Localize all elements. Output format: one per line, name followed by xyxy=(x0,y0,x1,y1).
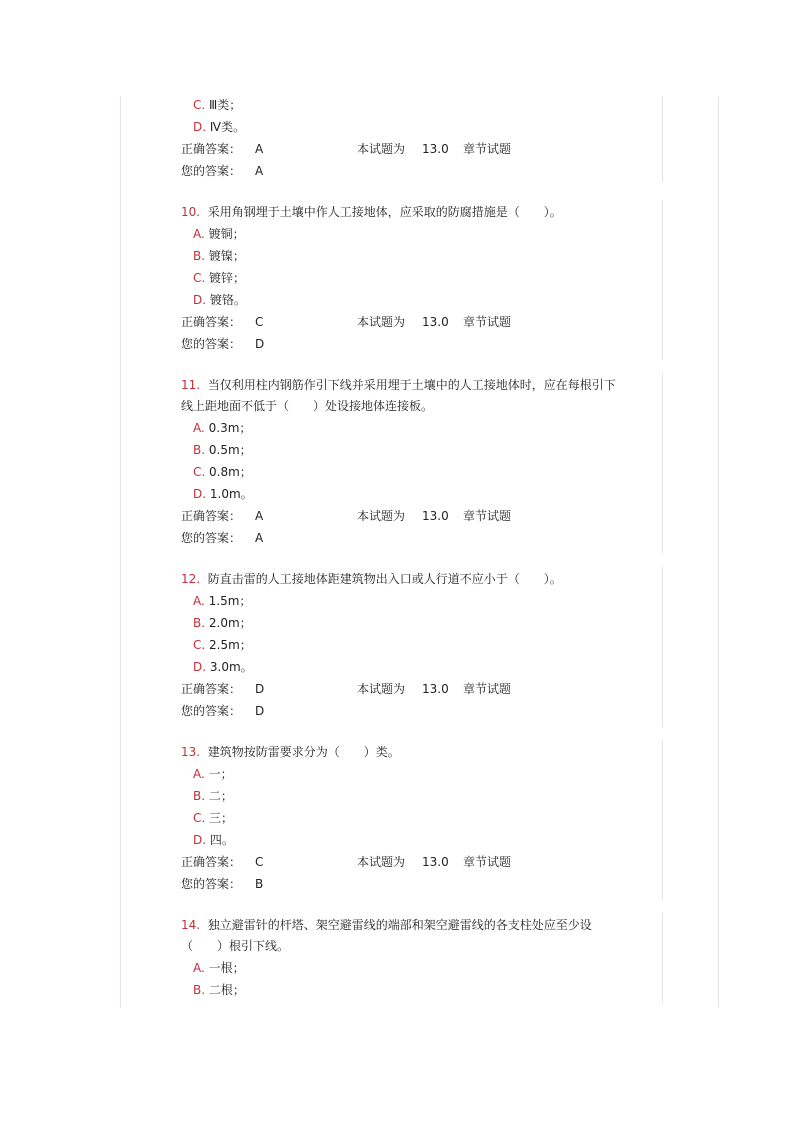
option-a xyxy=(181,763,661,785)
question-line: 采用角钢埋于土壤中作人工接地体，应采取的防腐措施是（ ）。 xyxy=(207,205,562,219)
question-rule xyxy=(662,740,663,900)
your-answer-value: B xyxy=(255,877,264,891)
correct-answer-label: 正确答案： xyxy=(181,315,242,329)
correct-answer-label: 正确答案： xyxy=(181,509,242,523)
question-number: 13. xyxy=(181,745,201,759)
option-text: Ⅳ类。 xyxy=(209,120,245,134)
your-answer-value: D xyxy=(255,704,265,718)
option-text: 0.3m； xyxy=(208,421,252,435)
option-d xyxy=(181,829,661,851)
option-letter: C. xyxy=(193,465,206,479)
correct-answer-row xyxy=(181,138,661,160)
question-line: 防直击雷的人工接地体距建筑物出入口或人行道不应小于（ ）。 xyxy=(207,572,562,586)
option-text: 0.5m； xyxy=(208,443,252,457)
question-text-continued xyxy=(181,396,661,417)
correct-answer-value: A xyxy=(255,509,264,523)
question-rule xyxy=(662,373,663,553)
page-border-right xyxy=(718,96,719,1008)
option-letter: D. xyxy=(193,120,207,134)
option-b xyxy=(181,439,661,461)
question-rule xyxy=(662,200,663,360)
option-letter: A. xyxy=(193,421,205,435)
question-text xyxy=(181,569,661,590)
score-suffix: 章节试题 xyxy=(463,315,512,329)
option-text: 0.8m； xyxy=(209,465,252,479)
option-text: 1.5m； xyxy=(208,594,252,608)
correct-answer-value: C xyxy=(255,315,264,329)
score-value: 13.0 xyxy=(422,509,449,523)
question-number: 11. xyxy=(181,378,201,392)
score-value: 13.0 xyxy=(422,142,449,156)
your-answer-row xyxy=(181,873,661,895)
correct-answer-value: A xyxy=(255,142,264,156)
option-letter: A. xyxy=(193,594,205,608)
question-13 xyxy=(181,742,661,895)
option-letter: D. xyxy=(193,487,207,501)
correct-answer-label: 正确答案： xyxy=(181,855,242,869)
score-value: 13.0 xyxy=(422,315,449,329)
score-prefix: 本试题为 xyxy=(357,682,406,696)
option-text: 3.0m。 xyxy=(209,660,253,674)
option-letter: A. xyxy=(193,227,205,241)
option-b xyxy=(181,785,661,807)
option-letter: C. xyxy=(193,638,206,652)
option-b xyxy=(181,979,661,1001)
option-letter: A. xyxy=(193,961,205,975)
option-d xyxy=(181,483,661,505)
option-text: 2.5m； xyxy=(209,638,252,652)
correct-answer-label: 正确答案： xyxy=(181,682,242,696)
option-text: 镀镍； xyxy=(208,249,245,263)
your-answer-label: 您的答案： xyxy=(181,704,242,718)
your-answer-label: 您的答案： xyxy=(181,531,242,545)
question-number: 12. xyxy=(181,572,201,586)
question-rule xyxy=(662,913,663,1003)
option-c xyxy=(181,634,661,656)
option-letter: C. xyxy=(193,271,206,285)
option-letter: D. xyxy=(193,293,207,307)
question-11 xyxy=(181,375,661,549)
option-text: 三； xyxy=(209,811,234,825)
option-b xyxy=(181,612,661,634)
correct-answer-label: 正确答案： xyxy=(181,142,242,156)
score-value: 13.0 xyxy=(422,855,449,869)
question-line: （ ）根引下线。 xyxy=(181,939,290,953)
score-prefix: 本试题为 xyxy=(357,855,406,869)
your-answer-value: D xyxy=(255,337,265,351)
question-line: 当仅利用柱内钢筋作引下线并采用埋于土壤中的人工接地体时，应在每根引下 xyxy=(207,378,616,392)
option-letter: B. xyxy=(193,443,206,457)
question-12 xyxy=(181,569,661,722)
correct-answer-value: C xyxy=(255,855,264,869)
your-answer-value: A xyxy=(255,164,264,178)
your-answer-label: 您的答案： xyxy=(181,877,242,891)
page-border-left xyxy=(120,96,121,1008)
question-14 xyxy=(181,915,661,1001)
option-d xyxy=(181,116,661,138)
question-number: 10. xyxy=(181,205,201,219)
correct-answer-row xyxy=(181,678,661,700)
your-answer-row xyxy=(181,527,661,549)
correct-answer-value: D xyxy=(255,682,265,696)
question-10 xyxy=(181,202,661,355)
question-text-continued xyxy=(181,936,661,957)
option-a xyxy=(181,417,661,439)
option-text: 1.0m。 xyxy=(209,487,253,501)
option-letter: B. xyxy=(193,983,206,997)
question-line: 建筑物按防雷要求分为（ ）类。 xyxy=(207,745,400,759)
score-suffix: 章节试题 xyxy=(463,855,512,869)
question-text xyxy=(181,742,661,763)
question-rule xyxy=(662,96,663,182)
option-a xyxy=(181,223,661,245)
your-answer-row xyxy=(181,160,661,182)
score-suffix: 章节试题 xyxy=(463,142,512,156)
option-a xyxy=(181,590,661,612)
option-text: 镀锌； xyxy=(209,271,246,285)
correct-answer-row xyxy=(181,505,661,527)
option-letter: D. xyxy=(193,833,207,847)
question-9-partial xyxy=(181,94,661,182)
score-prefix: 本试题为 xyxy=(357,509,406,523)
option-letter: B. xyxy=(193,249,206,263)
option-letter: C. xyxy=(193,811,206,825)
option-text: 镀铬。 xyxy=(209,293,246,307)
option-c xyxy=(181,94,661,116)
question-text xyxy=(181,915,661,936)
option-c xyxy=(181,267,661,289)
your-answer-label: 您的答案： xyxy=(181,337,242,351)
option-text: 镀铜； xyxy=(208,227,245,241)
question-number: 14. xyxy=(181,918,201,932)
option-text: 二根； xyxy=(208,983,245,997)
correct-answer-row xyxy=(181,851,661,873)
score-suffix: 章节试题 xyxy=(463,509,512,523)
option-d xyxy=(181,656,661,678)
option-letter: A. xyxy=(193,767,205,781)
your-answer-label: 您的答案： xyxy=(181,164,242,178)
your-answer-row xyxy=(181,700,661,722)
option-letter: B. xyxy=(193,616,206,630)
question-line: 独立避雷针的杆塔、架空避雷线的端部和架空避雷线的各支柱处应至少设 xyxy=(207,918,592,932)
option-d xyxy=(181,289,661,311)
question-text xyxy=(181,202,661,223)
option-text: 二； xyxy=(208,789,233,803)
option-text: 一； xyxy=(208,767,233,781)
your-answer-row xyxy=(181,333,661,355)
option-text: 一根； xyxy=(208,961,245,975)
question-line: 线上距地面不低于（ ）处设接地体连接板。 xyxy=(181,399,434,413)
option-text: Ⅲ类； xyxy=(209,98,242,112)
option-text: 2.0m； xyxy=(208,616,252,630)
option-c xyxy=(181,461,661,483)
score-value: 13.0 xyxy=(422,682,449,696)
question-rule xyxy=(662,567,663,727)
option-text: 四。 xyxy=(209,833,234,847)
option-letter: D. xyxy=(193,660,207,674)
option-c xyxy=(181,807,661,829)
question-text xyxy=(181,375,661,396)
option-b xyxy=(181,245,661,267)
your-answer-value: A xyxy=(255,531,264,545)
correct-answer-row xyxy=(181,311,661,333)
option-letter: C. xyxy=(193,98,206,112)
option-a xyxy=(181,957,661,979)
quiz-content xyxy=(181,94,661,1001)
score-prefix: 本试题为 xyxy=(357,315,406,329)
score-suffix: 章节试题 xyxy=(463,682,512,696)
score-prefix: 本试题为 xyxy=(357,142,406,156)
option-letter: B. xyxy=(193,789,206,803)
